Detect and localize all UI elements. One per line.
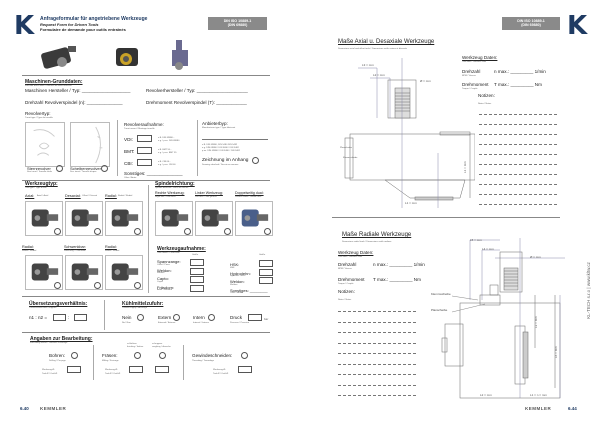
holder-option-label: Weldon:	[157, 267, 172, 273]
section-sub: Radial / Radial	[105, 250, 120, 252]
section-sub: Tool-Ø / Outil-Ø	[105, 373, 121, 375]
section-sub: Tool holder / Porte-outil	[157, 252, 180, 254]
section-sub: Weldon	[157, 272, 165, 274]
tool-left-spindle-radio[interactable]	[224, 228, 231, 235]
section-sub: Star turret / Tourelle étoile	[27, 171, 53, 173]
vdi-hint: z.B. DIN 69880...	[158, 137, 175, 139]
section-sub: Tool-Ø / Outil-Ø	[42, 373, 58, 375]
drilling-dia-input[interactable]	[67, 366, 81, 373]
dim-l6: L6 = mm	[554, 346, 558, 358]
dia-label: Werkzeug-Ø:	[105, 369, 118, 371]
coolant-option-label: Nein	[122, 315, 132, 320]
coolant-option-label: Extern	[158, 315, 172, 320]
kemmler-logo: K	[567, 11, 588, 41]
section-sub: Tool data / Données outil	[462, 61, 487, 63]
callout-planscheibe: Planscheibe	[340, 147, 352, 149]
bmt-input[interactable]	[137, 147, 152, 154]
radial-tool-drawing	[430, 238, 565, 398]
star-turret-label: Sternrevolver	[27, 166, 51, 171]
section-sub: Manufacturer type / Type fabricant	[202, 127, 236, 129]
section-sub: Turret mount / Montage tourelle	[124, 128, 155, 130]
divider	[22, 332, 270, 333]
axial-note-line[interactable]	[479, 164, 557, 165]
tool-right-spindle-radio[interactable]	[184, 228, 191, 235]
page-number: 6.44	[568, 406, 577, 411]
radial-nmax-field[interactable]: n max.: _________ 1/min	[373, 262, 425, 267]
supplier-heading: Anbieterbyp:	[202, 121, 228, 126]
section-sub: Machine basic data / Données de base machine	[25, 85, 72, 87]
right-tool-label: Rechte Werkzeug:	[155, 191, 185, 195]
radial-title: Maße Radiale Werkzeuge	[342, 232, 412, 238]
kemmler-logo: K	[14, 11, 35, 41]
dim-l2: L2 = mm	[373, 73, 385, 77]
holder-option-label: Capto:	[157, 276, 169, 281]
star-turret-image	[25, 122, 65, 167]
coolant-option-label: Intern	[193, 315, 205, 320]
double-tool-label: Doppelseitig dual:	[235, 191, 264, 195]
mount-other-field[interactable]: Sonstiges: ______________	[124, 171, 183, 176]
rough-dia-input[interactable]	[155, 366, 169, 373]
star-turret-radio[interactable]	[56, 165, 63, 172]
section-sub: Threading / Taraudage	[192, 360, 214, 362]
machine-manufacturer-field[interactable]: Maschinen Hersteller / Typ: ___________________	[25, 88, 131, 93]
axial-note-line[interactable]	[479, 184, 557, 185]
radial-tmax-field[interactable]: T max.: _________ Nm	[373, 277, 421, 282]
threading-radio[interactable]	[241, 352, 248, 359]
section-sub: Torque / Couple	[462, 88, 478, 90]
divider	[22, 75, 270, 76]
dia-label: Werkzeug-Ø:	[42, 369, 55, 371]
section-sub: Spindle direction / Sens de broche	[155, 187, 189, 189]
section-sub: roughing / ébauche	[152, 346, 171, 348]
footer-brand: KEMMLER	[525, 406, 552, 411]
section-spindle: Spindelrichtung:	[155, 181, 195, 187]
vdi-hint: e.g. / p.ex. DIN 69880	[158, 140, 180, 142]
finish-label: schlichten	[127, 343, 137, 345]
form-title-en: Request Form for Driven Tools	[40, 22, 99, 27]
cbi-hint: e.g. / p.ex. CBI 60	[158, 164, 176, 166]
turret-mount-heading: Revolveraufnahme:	[124, 122, 164, 127]
holder-option-label: Sonstiges: ________	[230, 287, 268, 293]
section-sub: Disc turret / Tourelle disque	[70, 171, 97, 173]
coolant-option-label: Druck	[230, 315, 242, 320]
tool-image-radial	[116, 48, 138, 66]
divider	[117, 120, 118, 176]
axial-torque-label: Drehmoment	[462, 82, 489, 87]
section-machine: Maschinen-Grunddaten:	[25, 79, 83, 85]
coolant-radio[interactable]	[208, 314, 215, 321]
divider	[183, 345, 184, 380]
section-sub: HSK	[230, 266, 235, 269]
radial-label: Radial:	[105, 194, 117, 198]
dim-d: Ø = mm	[530, 255, 541, 259]
page-number: 6.40	[20, 406, 29, 411]
section-sub: Tool data / Données outil	[338, 256, 363, 258]
supplier-note: z.B. DIN 69880, DIN 5480 DIN 5482	[202, 144, 238, 146]
cbi-label: CBI:	[124, 161, 133, 166]
dim-l5: L5 = mm	[470, 238, 482, 242]
section-sub: Notes / Notes	[478, 103, 492, 105]
tool-radial-radio[interactable]	[134, 228, 141, 235]
section-sub: Transmission ratio / Rapport	[29, 307, 57, 309]
axial-note-line[interactable]	[479, 194, 557, 195]
radial-data-heading: Werkzeug Daten:	[338, 250, 374, 255]
drawing-attached-radio[interactable]	[252, 157, 259, 164]
tool-image-angle	[172, 40, 188, 70]
axial-note-line[interactable]	[479, 154, 557, 155]
turret-torque-field[interactable]: Drehmoment Revolverspindel (T): ____________	[146, 100, 247, 105]
section-sub: Offset / Désaxé	[82, 195, 98, 197]
section-sub: Hydraulic chuck	[230, 275, 246, 277]
radial2-label: Radial:	[22, 245, 34, 249]
tool-radial2-radio[interactable]	[54, 282, 61, 289]
dim-l1: L1 = mm	[405, 201, 417, 205]
section-sub: Radial / Radial	[22, 250, 37, 252]
dim-l2: L2 = mm	[480, 393, 492, 397]
dim-l1-vertical: L1 = mm	[463, 161, 467, 173]
vdi-label: VDI:	[124, 137, 133, 142]
axial-note-line[interactable]	[479, 124, 557, 125]
size-label: Größe	[259, 254, 266, 256]
section-holder: Werkzeugaufnahme:	[157, 246, 206, 252]
divider	[332, 217, 560, 218]
n1-input[interactable]	[53, 314, 66, 321]
rough-label: schruppen	[152, 343, 163, 345]
axial-note-line[interactable]	[479, 204, 557, 205]
side-website-text: KL-TECH s.r.o | www.kltw.cz	[585, 262, 591, 319]
dim-l4: L4 = mm	[482, 247, 494, 251]
dim-l3: L3 = mm	[362, 63, 374, 67]
bmt-hint: e.g. / p.ex. BMT 55	[158, 152, 177, 154]
section-sub: Double-sided / Double face	[235, 196, 262, 198]
section-sub: Drilling / Perçage	[49, 360, 66, 362]
holder-option-label: Fräsdorn:	[157, 284, 175, 290]
section-sub: Dimensions radial tools / Dimensions outils radiaux	[342, 241, 392, 243]
axial-tmax-field[interactable]: T max.: _________ Nm	[494, 82, 542, 87]
tool-radial3-radio[interactable]	[134, 282, 141, 289]
section-sub: Coolant supply / Arrosage	[122, 307, 148, 309]
section-sub: Right tool / Outil droit	[155, 196, 176, 198]
drilling-radio[interactable]	[71, 352, 78, 359]
axial-note-line[interactable]	[479, 134, 557, 135]
section-sub: Arbor / Mandrin	[157, 289, 173, 291]
divider	[22, 296, 270, 297]
badge-line: (DIN 69880)	[227, 22, 248, 27]
radial-torque-label: Drehmoment	[338, 277, 365, 282]
disc-turret-image	[70, 122, 110, 167]
section-sub: Swivelling / Orientable	[64, 250, 86, 252]
radial-notes-label: Notizen:	[338, 289, 355, 294]
section-sub: finishing / finition	[127, 346, 144, 348]
section-sub: Drawing attached / Dessin en annexe	[202, 164, 239, 166]
tool-swivel-radio[interactable]	[94, 282, 101, 289]
drawing-attached-label: Zeichnung im Anhang	[202, 158, 249, 163]
radial-speed-label: Drehzahl	[338, 262, 357, 267]
milling-label: Fräsen:	[102, 353, 118, 358]
holder-size-input[interactable]	[190, 268, 204, 275]
holder-size-input[interactable]	[259, 277, 273, 284]
axial-data-heading: Werkzeug Daten:	[462, 55, 498, 60]
section-coolant: Kühlmittelzufuhr:	[122, 301, 164, 307]
badge-line: DIN ISO 10889-1	[223, 18, 252, 23]
badge-line: DIN ISO 10889-1	[517, 18, 545, 23]
radial3-label: Radial:	[105, 245, 117, 249]
callout-planscheibe: Planscheibe	[431, 308, 448, 312]
turret-maker-field[interactable]: Revolverhersteller / Typ: ____________________	[146, 88, 248, 93]
finish-radio[interactable]	[134, 352, 141, 359]
section-sub: Collet / Pince	[157, 263, 170, 266]
turret-speed-field[interactable]: Drehzahl Revolverspindel (n): ______________	[25, 100, 123, 105]
tool-image-axial	[40, 46, 76, 69]
axial-speed-label: Drehzahl	[462, 69, 481, 74]
section-sub: RPM / Vitesse	[462, 75, 476, 77]
section-sub: Other / Autre	[124, 177, 137, 179]
axial-notes-label: Notizen:	[478, 93, 495, 98]
holder-size-input[interactable]	[259, 269, 273, 276]
din-badge	[502, 17, 560, 30]
section-sub: Dimensions axial and offset tools / Dimensions outils axiaux et désaxés	[338, 48, 408, 50]
divider	[22, 180, 270, 181]
radial-note-line[interactable]	[338, 332, 416, 333]
vdi-input[interactable]	[137, 135, 152, 142]
section-sub: Notes / Notes	[338, 299, 352, 301]
radial-note-line[interactable]	[338, 364, 416, 365]
holder-size-input[interactable]	[190, 259, 204, 266]
axial-title: Maße Axial u. Desaxiale Werkzeuge	[338, 39, 435, 45]
holder-option-label: Weldon:	[230, 279, 245, 284]
form-title-fr: Formulaire de demande pour outils entraînés	[40, 27, 126, 32]
ratio-label: n1 : n2 =	[29, 315, 48, 320]
section-sub: Tool type / Type d'outil	[25, 187, 47, 189]
radial-note-line[interactable]	[338, 353, 416, 354]
section-sub: Turret type / Type de tourelle	[25, 117, 53, 119]
footer-brand: KEMMLER	[40, 406, 67, 411]
ratio-colon: :	[68, 315, 70, 320]
tool-axial-radio[interactable]	[54, 228, 61, 235]
tool-double-spindle-radio[interactable]	[264, 228, 271, 235]
dia-label: Werkzeug-Ø:	[213, 369, 226, 371]
radial-note-line[interactable]	[338, 343, 416, 344]
divider	[104, 300, 105, 330]
bmt-hint: z.B. BMT 55...	[158, 149, 172, 151]
section-sub: Internal / Interne	[193, 322, 209, 324]
turret-type-label: Revolvertyp:	[25, 111, 51, 116]
holder-option-label: HSK:	[230, 262, 240, 267]
swivel-label: Schwenkbar:	[64, 245, 86, 249]
dim-l3: L3 = mm	[534, 316, 538, 328]
section-sub: RPM / Vitesse	[338, 268, 352, 270]
pressure-unit: bar	[264, 317, 269, 321]
section-sub: Machining details / Données d'usinage	[30, 342, 68, 344]
form-title: Anfrageformular für angetriebene Werkzeuge	[40, 16, 148, 22]
divider	[148, 185, 149, 293]
holder-option-label: Hydrodehn:	[230, 270, 251, 276]
pressure-input[interactable]	[248, 314, 262, 321]
divider	[93, 345, 94, 380]
drilling-label: Bohren:	[49, 353, 66, 358]
holder-size-input[interactable]	[259, 260, 273, 267]
section-ratio: Übersetzungsverhältnis:	[29, 301, 88, 307]
desaxial-label: Desaxial:	[65, 194, 81, 198]
product-images	[38, 40, 188, 75]
radial-note-line[interactable]	[338, 385, 416, 386]
coolant-radio[interactable]	[137, 314, 144, 321]
section-machining: Angaben zur Bearbeitung:	[30, 336, 93, 342]
section-sub: No / Non	[122, 322, 131, 324]
section-sub: Torque / Couple	[338, 283, 354, 285]
section-sub: Milling / Fraisage	[102, 360, 119, 362]
axial-label: Axial:	[25, 194, 35, 198]
thread-dia-input[interactable]	[238, 366, 252, 373]
callout-klemmscheibe: Klemmscheibe	[343, 157, 358, 159]
section-sub: Axial / Axial	[37, 195, 49, 197]
disc-turret-radio[interactable]	[101, 165, 108, 172]
radial-note-line[interactable]	[338, 374, 416, 375]
section-sub: Weldon	[230, 283, 238, 286]
section-sub: Tool-Ø / Outil-Ø	[213, 373, 229, 375]
badge-line: (DIN 69880)	[521, 22, 541, 27]
left-tool-label: Linker Werkzeug:	[195, 191, 223, 195]
dim-l1: L1 = n = mm	[530, 393, 547, 397]
section-sub: Pressure / Pression	[230, 322, 250, 324]
divider	[197, 120, 198, 176]
din-badge	[208, 17, 267, 30]
tool-desaxial-radio[interactable]	[94, 228, 101, 235]
supplier-note: p.ex. DIN 69880 / DIN 5480 / DIN 5482	[202, 150, 240, 152]
callout-klemmscheibe: Klemmscheibe	[431, 292, 451, 296]
cbi-input[interactable]	[137, 159, 152, 166]
supplier-note: e.g. DIN 69880 / DIN 5480 / DIN 5482	[202, 147, 239, 149]
holder-size-input[interactable]	[190, 276, 204, 283]
section-sub: Other / Autre	[230, 292, 243, 294]
section-sub: Left tool / Outil gauche	[195, 196, 217, 198]
finish-dia-input[interactable]	[129, 366, 143, 373]
axial-note-line[interactable]	[479, 114, 557, 115]
coolant-radio[interactable]	[173, 314, 180, 321]
radial-note-line[interactable]	[338, 395, 416, 396]
dim-d: Ø = mm	[420, 79, 431, 83]
bmt-label: BMT:	[124, 149, 135, 154]
n2-input[interactable]	[74, 314, 87, 321]
section-sub: Radial / Radial	[118, 195, 133, 197]
threading-label: Gewindeschneiden:	[192, 353, 233, 358]
holder-option-label: Spannzange:	[157, 259, 181, 264]
section-sub: External / Externe	[158, 322, 176, 324]
disc-turret-label: Scheibenrevolver	[70, 166, 101, 171]
supplier-input-line[interactable]	[202, 139, 268, 140]
section-sub: Capto	[157, 280, 163, 283]
radial-note-line[interactable]	[338, 322, 416, 323]
section-tooltype: Werkzeugtyp:	[25, 181, 58, 187]
radial-note-line[interactable]	[338, 311, 416, 312]
axial-note-line[interactable]	[479, 174, 557, 175]
rough-radio[interactable]	[159, 352, 166, 359]
size-label: Größe	[192, 254, 199, 256]
holder-size-input[interactable]	[190, 285, 204, 292]
cbi-hint: z.B. CBI 60...	[158, 161, 171, 163]
axial-note-line[interactable]	[479, 144, 557, 145]
axial-nmax-field[interactable]: n max.: _________ 1/min	[494, 69, 546, 74]
